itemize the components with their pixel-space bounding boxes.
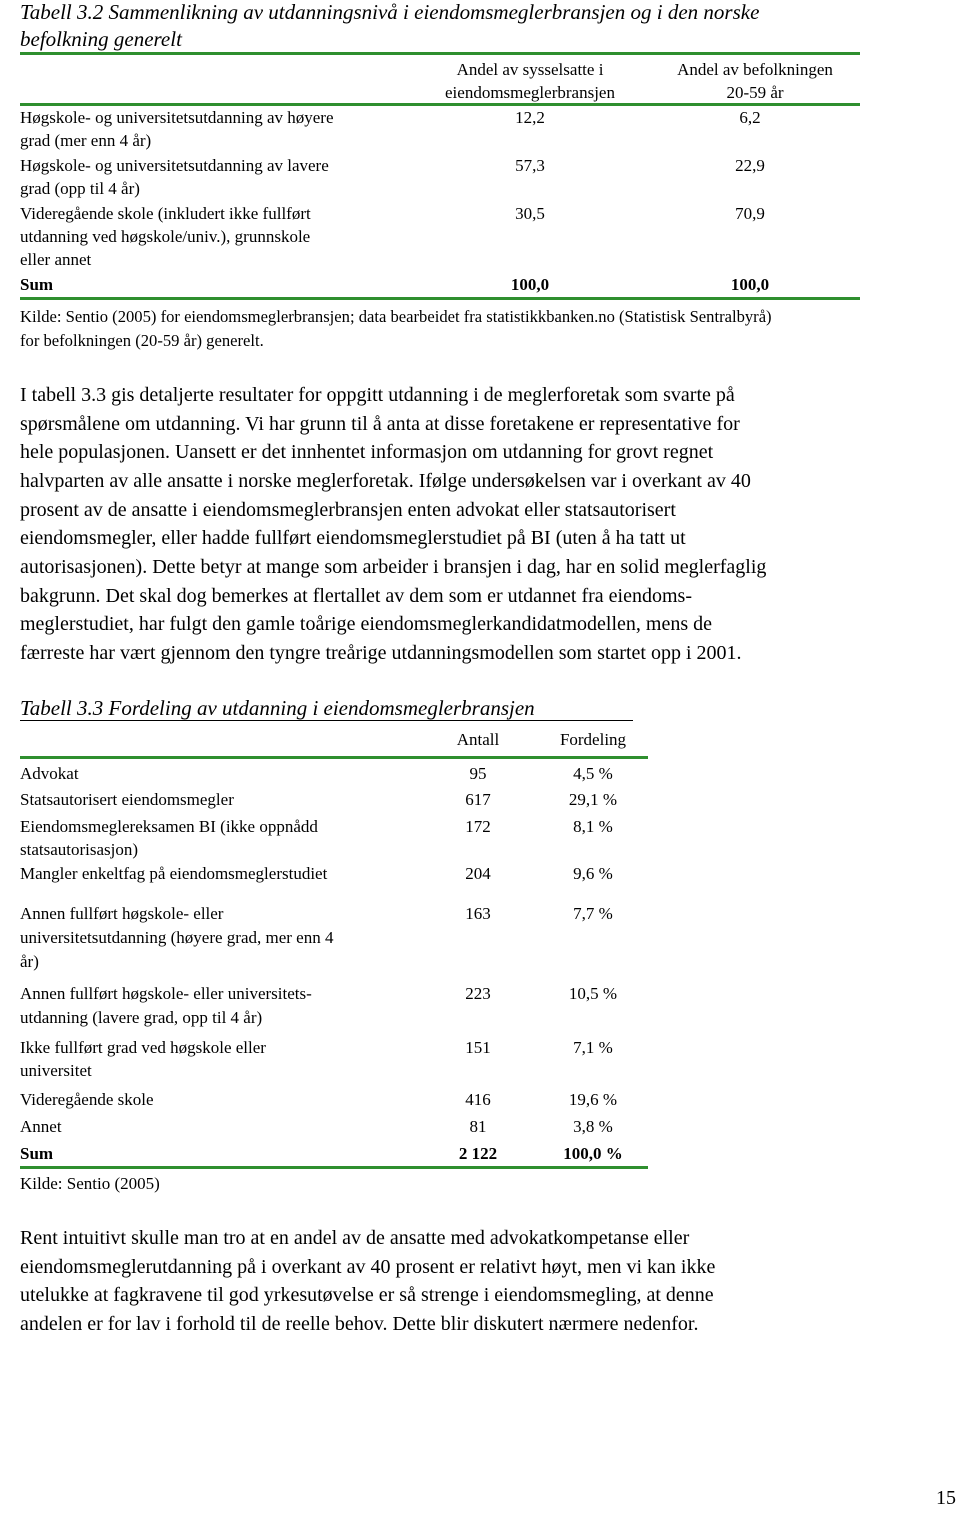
paragraph-line: hele populasjonen. Uansett er det innhentet informasjon om utdanning for grovt regnet	[20, 441, 714, 463]
row-label: universitet	[20, 1061, 92, 1080]
table-caption: Tabell 3.3 Fordeling av utdanning i eiendomsmeglerbransjen	[20, 696, 535, 720]
header-rule	[20, 756, 648, 759]
caption-underline	[20, 720, 633, 721]
cell-value: 223	[465, 984, 491, 1003]
column-header: Antall	[456, 730, 500, 749]
row-label: Eiendomsmeglereksamen BI (ikke oppnådd	[20, 817, 318, 836]
paragraph-line: eiendomsmegler, eller hadde fullført eiendomsmeglerstudiet på BI (uten å ha tatt ut	[20, 527, 686, 549]
table-bottom-rule	[20, 297, 860, 300]
paragraph-line: Rent intuitivt skulle man tro at en andel av de ansatte med advokatkompetanse eller	[20, 1227, 690, 1249]
paragraph-line: I tabell 3.3 gis detaljerte resultater for oppgitt utdanning i de meglerforetak som svarte på	[20, 384, 735, 406]
row-label: Videregående skole (inkludert ikke fullført	[20, 204, 311, 223]
table-source-continued: for befolkningen (20-59 år) generelt.	[20, 331, 264, 350]
row-label: utdanning (lavere grad, opp til 4 år)	[20, 1008, 263, 1027]
sum-value: 100,0	[730, 275, 770, 294]
column-header: 20-59 år	[726, 83, 784, 102]
paragraph-line: færreste har vært gjennom den tyngre treårige utdanningsmodellen som startet opp i 2001.	[20, 642, 742, 664]
table-source: Kilde: Sentio (2005)	[20, 1174, 160, 1193]
cell-value: 29,1 %	[568, 790, 618, 809]
cell-value: 3,8 %	[573, 1117, 613, 1136]
cell-value: 57,3	[515, 156, 545, 175]
row-label: statsautorisasjon)	[20, 840, 139, 859]
row-label: utdanning ved høgskole/univ.), grunnskole	[20, 227, 311, 246]
cell-value: 22,9	[735, 156, 765, 175]
column-header: Fordeling	[559, 730, 627, 749]
cell-value: 30,5	[515, 204, 545, 223]
row-label: Høgskole- og universitetsutdanning av høyere	[20, 108, 334, 127]
table-source: Kilde: Sentio (2005) for eiendomsmeglerbransjen; data bearbeidet fra statistikkbanken.no (Statistisk Sentralbyrå)	[20, 307, 772, 326]
row-label: universitetsutdanning (høyere grad, mer enn 4	[20, 928, 334, 947]
cell-value: 163	[465, 904, 491, 923]
paragraph-line: prosent av de ansatte i eiendomsmeglerbransjen enten advokat eller statsautorisert	[20, 499, 676, 521]
paragraph-line: andelen er for lav i forhold til de reelle behov. Dette blir diskutert nærmere nedenfor.	[20, 1313, 699, 1335]
cell-value: 70,9	[735, 204, 765, 223]
sum-value: 100,0	[510, 275, 550, 294]
cell-value: 172	[465, 817, 491, 836]
cell-value: 617	[465, 790, 491, 809]
cell-value: 7,7 %	[573, 904, 613, 923]
row-label: Statsautorisert eiendomsmegler	[20, 790, 234, 809]
row-label: Annet	[20, 1117, 62, 1136]
table-top-rule	[20, 52, 860, 55]
row-label: Mangler enkeltfag på eiendomsmeglerstudiet	[20, 864, 328, 883]
row-label: Videregående skole	[20, 1090, 154, 1109]
cell-value: 4,5 %	[573, 764, 613, 783]
paragraph-line: meglerstudiet, har fulgt den gamle toårige eiendomsmeglerkandidatmodellen, mens de	[20, 613, 713, 635]
cell-value: 12,2	[515, 108, 545, 127]
paragraph-line: halvparten av alle ansatte i norske meglerforetak. Ifølge undersøkelsen var i overkant av 40	[20, 470, 751, 492]
cell-value: 95	[469, 764, 487, 783]
sum-value: 100,0 %	[563, 1144, 623, 1163]
cell-value: 416	[465, 1090, 491, 1109]
cell-value: 19,6 %	[568, 1090, 618, 1109]
sum-value: 2 122	[458, 1144, 498, 1163]
table-caption: Tabell 3.2 Sammenlikning av utdanningsnivå i eiendomsmeglerbransjen og i den norske	[20, 0, 760, 24]
paragraph-line: bakgrunn. Det skal dog bemerkes at flertallet av dem som er utdannet fra eiendoms-	[20, 585, 692, 607]
paragraph-line: eiendomsmeglerutdanning på i overkant av 40 prosent er relativt høyt, men vi kan ikke	[20, 1256, 716, 1278]
column-header: Andel av befolkningen	[677, 60, 833, 79]
row-label: Annen fullført høgskole- eller universitets-	[20, 984, 312, 1003]
cell-value: 151	[465, 1038, 491, 1057]
column-header: eiendomsmeglerbransjen	[445, 83, 615, 102]
cell-value: 81	[469, 1117, 487, 1136]
paragraph-line: autorisasjonen). Dette betyr at mange som arbeider i bransjen i dag, har en solid meglerfaglig	[20, 556, 767, 578]
sum-label: Sum	[20, 1144, 54, 1163]
row-label: Annen fullført høgskole- eller	[20, 904, 224, 923]
cell-value: 8,1 %	[573, 817, 613, 836]
row-label: grad (opp til 4 år)	[20, 179, 140, 198]
table-caption-continued: befolkning generelt	[20, 27, 182, 51]
cell-value: 9,6 %	[573, 864, 613, 883]
row-label: år)	[20, 952, 39, 971]
row-label: eller annet	[20, 250, 92, 269]
page-number: 15	[936, 1487, 956, 1509]
cell-value: 6,2	[739, 108, 761, 127]
row-label: grad (mer enn 4 år)	[20, 131, 152, 150]
cell-value: 7,1 %	[573, 1038, 613, 1057]
row-label: Høgskole- og universitetsutdanning av lavere	[20, 156, 329, 175]
cell-value: 204	[465, 864, 491, 883]
cell-value: 10,5 %	[568, 984, 618, 1003]
row-label: Advokat	[20, 764, 79, 783]
row-label: Ikke fullført grad ved høgskole eller	[20, 1038, 266, 1057]
sum-label: Sum	[20, 275, 54, 294]
table-bottom-rule	[20, 1166, 648, 1169]
paragraph-line: utelukke at fagkravene til god yrkesutøvelse er så strenge i eiendomsmegling, at denne	[20, 1284, 714, 1306]
column-header: Andel av sysselsatte i	[456, 60, 604, 79]
paragraph-line: spørsmålene om utdanning. Vi har grunn til å anta at disse foretakene er representative for	[20, 413, 740, 435]
